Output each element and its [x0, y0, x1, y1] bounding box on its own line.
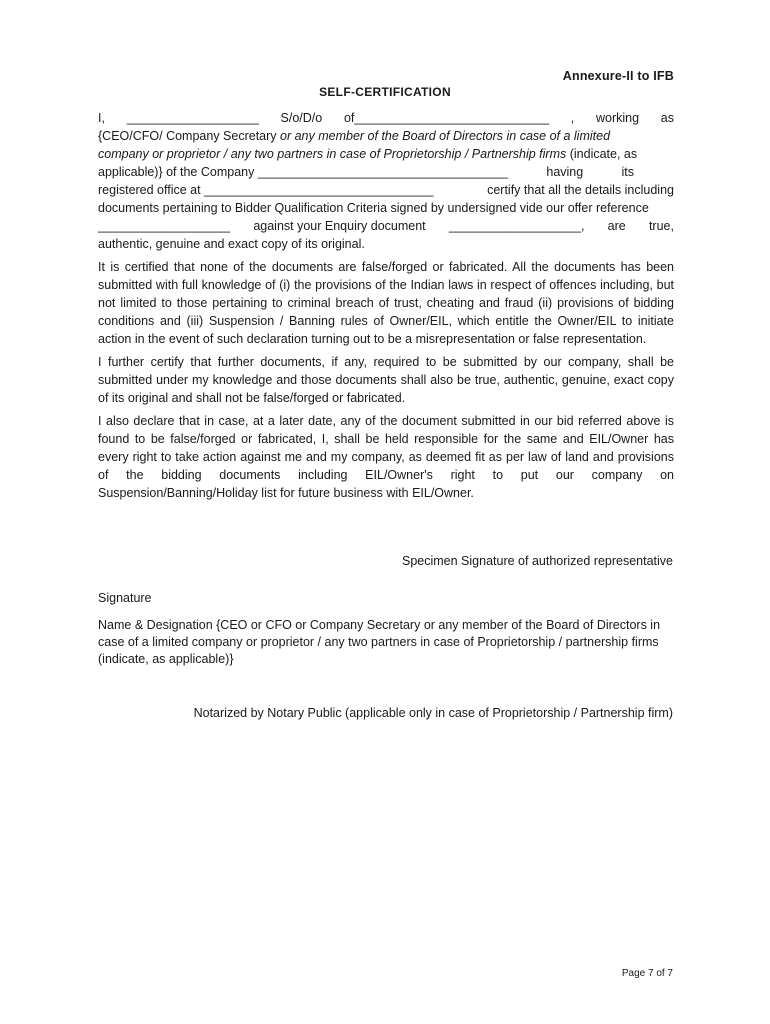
declaration-line-1: I, ___________________ S/o/D/o of____________________________ , working as: [98, 111, 674, 125]
certification-paragraph: It is certified that none of the documents are false/forged or fabricated. All the documents has been submitted with full knowledge of (i) the provisions of the Indian laws in respect of offences including, but not limited to those pertaining to criminal breach of trust, cheating and fraud (ii) provisions of bidding conditions and (iii) Suspension / Banning rules of Owner/EIL, which entitle the Owner/EIL to initiate action in the event of such declaration turning out to be a misrepresentation or false representation.: [98, 260, 674, 346]
declaration-line-3: company or proprietor / any two partners in case of Proprietorship / Partnership firms (indicate, as: [98, 147, 638, 161]
annexure-label: Annexure-II to IFB: [562, 69, 674, 83]
page-number: Page 7 of 7: [621, 968, 673, 979]
declaration-line-2: {CEO/CFO/ Company Secretary or any member of the Board of Directors in case of a limited: [98, 129, 611, 143]
specimen-signature-label: Specimen Signature of authorized representative: [402, 554, 673, 568]
signature-label: Signature: [98, 591, 152, 605]
name-blank: ___________________: [126, 111, 259, 125]
further-certification-paragraph: I further certify that further documents, if any, required to be submitted by our company, shall be submitted under my knowledge and those documents shall also be true, authentic, genuine, exact copy of its original and shall not be false/forged or fabricated.: [98, 355, 674, 405]
notary-note: Notarized by Notary Public (applicable only in case of Proprietorship / Partnership firm): [193, 706, 673, 720]
declaration-line-7: ___________________ against your Enquiry document ___________________, are true,: [98, 219, 674, 233]
certification-body: [98, 109, 674, 507]
offer-reference-blank: ___________________: [98, 219, 231, 233]
declaration-paragraph: [98, 109, 674, 253]
name-designation-label: Name & Designation {CEO or CFO or Company Secretary or any member of the Board of Directors in case of a limited company or proprietor / any two partners in case of Proprietorship / partnership firms (indicate, as applicable)}: [98, 618, 661, 666]
company-blank: applicable)} of the Company ____________________________________: [98, 165, 509, 179]
declaration-line-4: applicable)} of the Company ____________________________________ having its: [98, 165, 634, 179]
registered-office-blank: registered office at _________________________________: [98, 183, 434, 197]
page-title: SELF-CERTIFICATION: [319, 85, 451, 99]
declaration-responsibility-paragraph: I also declare that in case, at a later date, any of the document submitted in our bid referred above is found to be false/forged or fabricated, I, shall be held responsible for the same and EIL/Owner has every right to take action against me and my company, as deemed fit as per law of land and provisions of the bidding documents including EIL/Owner's right to put our company on Suspension/Banning/Holiday list for future business with EIL/Owner.: [98, 414, 674, 500]
parent-name-blank: of____________________________: [343, 111, 550, 125]
declaration-line-8: authentic, genuine and exact copy of its original.: [98, 237, 365, 251]
declaration-line-5: registered office at _________________________________ certify that all the details including: [98, 183, 674, 197]
enquiry-document-blank: ___________________,: [448, 219, 585, 233]
declaration-line-6: documents pertaining to Bidder Qualification Criteria signed by undersigned vide our offer reference: [98, 201, 649, 215]
